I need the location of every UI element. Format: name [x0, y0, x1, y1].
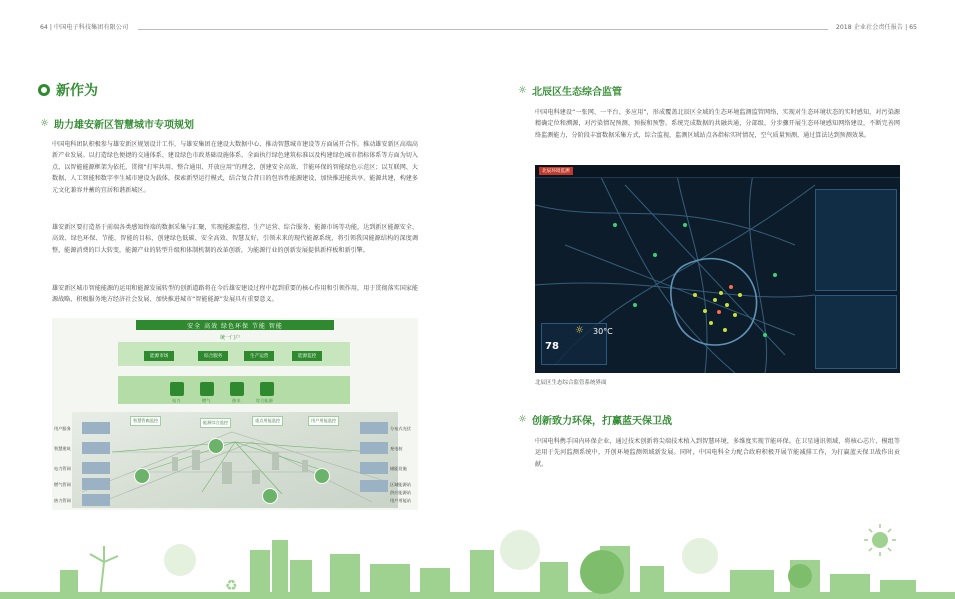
section-bullet-icon [38, 84, 50, 96]
subsection-title-text: 助力雄安新区智慧城市专项规划 [53, 120, 194, 131]
diagram-pill-1: 能源市场 [144, 351, 174, 361]
diagram-node [208, 438, 224, 454]
map-stats-panel [815, 189, 897, 291]
paragraph-2: 雄安新区要打造基于前端各类感知终端的数据采集与汇聚，实现能源监控、生产运营、综合服务、能源市场等功能，达到新区能源安全、高效、绿色环保、节能、智能的目标，创建绿色低碳、安全高效、智慧友好，引领未来的现代能源系统，将引领我国能源结构的深度调整，能源消费的巨大转变，能源产业的转型升级和体制机制的改革创新，为能源行业的创新发展提供新样板和新引擎。 [52, 224, 418, 254]
document-icon [170, 382, 184, 396]
right-label-5: 供应能源站 [390, 490, 411, 495]
side-photo [360, 480, 388, 492]
subsection-title-beichen [518, 83, 622, 98]
diagram-pill-3: 生产运营 [244, 351, 274, 361]
map-aqi-value: 78 [545, 341, 559, 352]
map-top-bar [535, 165, 900, 178]
resource-label-4: 综合能源 [256, 398, 273, 403]
left-label-2: 智慧建筑 [54, 446, 71, 451]
document-icon [260, 382, 274, 396]
smart-energy-diagram [52, 318, 418, 510]
resource-label-1: 电力 [172, 398, 181, 403]
diagram-pill-4: 能源监控 [292, 351, 322, 361]
diagram-tag-3: 重点用能监控 [252, 416, 283, 426]
diagram-tag-1: 智慧管廊监控 [130, 416, 161, 426]
paragraph-3: 雄安新区城市智能能源的运用和能源发展转型的创新道路将在今后雄安建设过程中起到重要的核心作用和引领作用，用于贯彻落实国家能源战略、积极服务地方经济社会发展、加快推进城市“智能能源”发展具有重要意义。 [52, 285, 418, 304]
monitoring-system-screenshot [535, 165, 900, 373]
diagram-city-illustration [72, 412, 398, 508]
diagram-node [314, 468, 330, 484]
right-label-6: 用户用能站 [390, 498, 411, 503]
left-label-3: 电力管网 [54, 466, 71, 471]
left-label-5: 热力管网 [54, 498, 71, 503]
right-label-2: 充电桩 [390, 446, 403, 451]
diagram-goal-bar: 安全 高效 绿色环保 节能 智能 [136, 320, 334, 330]
document-icon [200, 382, 214, 396]
diagram-tag-4: 用户用能监控 [308, 416, 339, 426]
map-list-panel [815, 295, 897, 369]
diagram-tag-2: 能源综合监控 [200, 418, 231, 428]
resource-label-3: 热水 [232, 398, 241, 403]
subsection-title-xiongan [40, 116, 194, 131]
sun-outline-icon: ☼ [40, 118, 49, 129]
page-header-left: 64 | 中国电子科技集团有限公司 [40, 24, 129, 31]
footer-city-illustration [0, 510, 955, 599]
left-label-4: 燃气管网 [54, 482, 71, 487]
side-photo [82, 494, 110, 506]
side-photo [360, 462, 388, 474]
right-label-4: 区域能源站 [390, 482, 411, 487]
diagram-platform-label: 统一门户 [220, 335, 241, 341]
right-label-1: 分布式光伏 [390, 426, 411, 431]
left-label-1: 用户服务 [54, 426, 71, 431]
map-title: 北辰环境监测 [539, 167, 573, 175]
subsection-title-bluesky [518, 412, 672, 427]
city-grid-graphic [72, 412, 398, 508]
side-photo [82, 422, 110, 434]
map-temperature: 30°C [593, 327, 613, 336]
sun-outline-icon: ☼ [518, 414, 527, 425]
resource-label-2: 燃气 [202, 398, 211, 403]
side-photo [82, 462, 110, 474]
sun-outline-icon: ☼ [518, 85, 527, 96]
map-caption: 北辰区生态综合监管系统界面 [535, 380, 607, 386]
subsection-title-text: 北辰区生态综合监管 [531, 87, 622, 98]
document-icon [230, 382, 244, 396]
paragraph-4: 中国电科建设“一张网、一平台、多应用”，形成覆盖北辰区全域的生态环境监测监管网络，实现对生态环境状态的实时感知，对污染源精确定位和溯源，对污染情况预测、预报和预警。系统完成数据的共融共通，分部级、分步骤开展生态环境感知网络建设，不断完善网络监测能力，分阶段丰富数据采集方式，综合监视，监测区域站点各指标实时情况，空气质量预测，通过算法达到预测效果。 [535, 109, 900, 139]
header-divider [138, 29, 828, 30]
diagram-node [134, 468, 150, 484]
sun-icon: ☼ [575, 325, 584, 336]
section-title-text: 新作为 [56, 83, 98, 99]
side-photo [360, 442, 388, 454]
section-title [38, 80, 98, 100]
paragraph-1: 中国电科团队积极参与雄安新区规划设计工作，与雄安集团在建设大数据中心、推动智慧城市建设等方面展开合作，推动雄安新区高端高新产业发展。以打造绿色便捷的交通体系、建设绿色市政基础设施体系、全面执行绿色建筑标准以及构建绿色城市指标体系等方面为切入点，以智能能源框架为依托，贯彻“打牢共用、整合通用、开放应用”的理念，创建安全高效、节能环保的智能绿色示范区；以互联网、大数据、人工智能和数字孪生城市建设为载体，探索新型运行模式，结合复合昔日的包容性能源建设，加快推进能共享、能源共建，构建多元文化兼容并蓄的宜居和谐新城区。 [52, 141, 418, 194]
paragraph-5: 中国电科携手国内环保企业，通过技术创新将尖端技术植入到智慧环境，多维度实现节能环保。在卫星通讯领域，将核心芯片、模组等运用于先河监测系统中，开创环境监测领域新发展。同时，中国电科全力配合政府积极开展节能减排工作，为打赢蓝天保卫战作出贡献。 [535, 438, 900, 468]
right-label-3: 储能设施 [390, 466, 407, 471]
side-photo [360, 422, 388, 434]
side-photo [82, 442, 110, 454]
diagram-pill-2: 综合服务 [198, 351, 228, 361]
svg-text:♻: ♻ [225, 578, 238, 594]
subsection-title-text: 创新致力环保，打赢蓝天保卫战 [531, 416, 672, 427]
diagram-node [262, 488, 278, 504]
side-photo [82, 478, 110, 490]
page-header-right: 2018 企业社会责任报告 | 65 [835, 24, 917, 31]
